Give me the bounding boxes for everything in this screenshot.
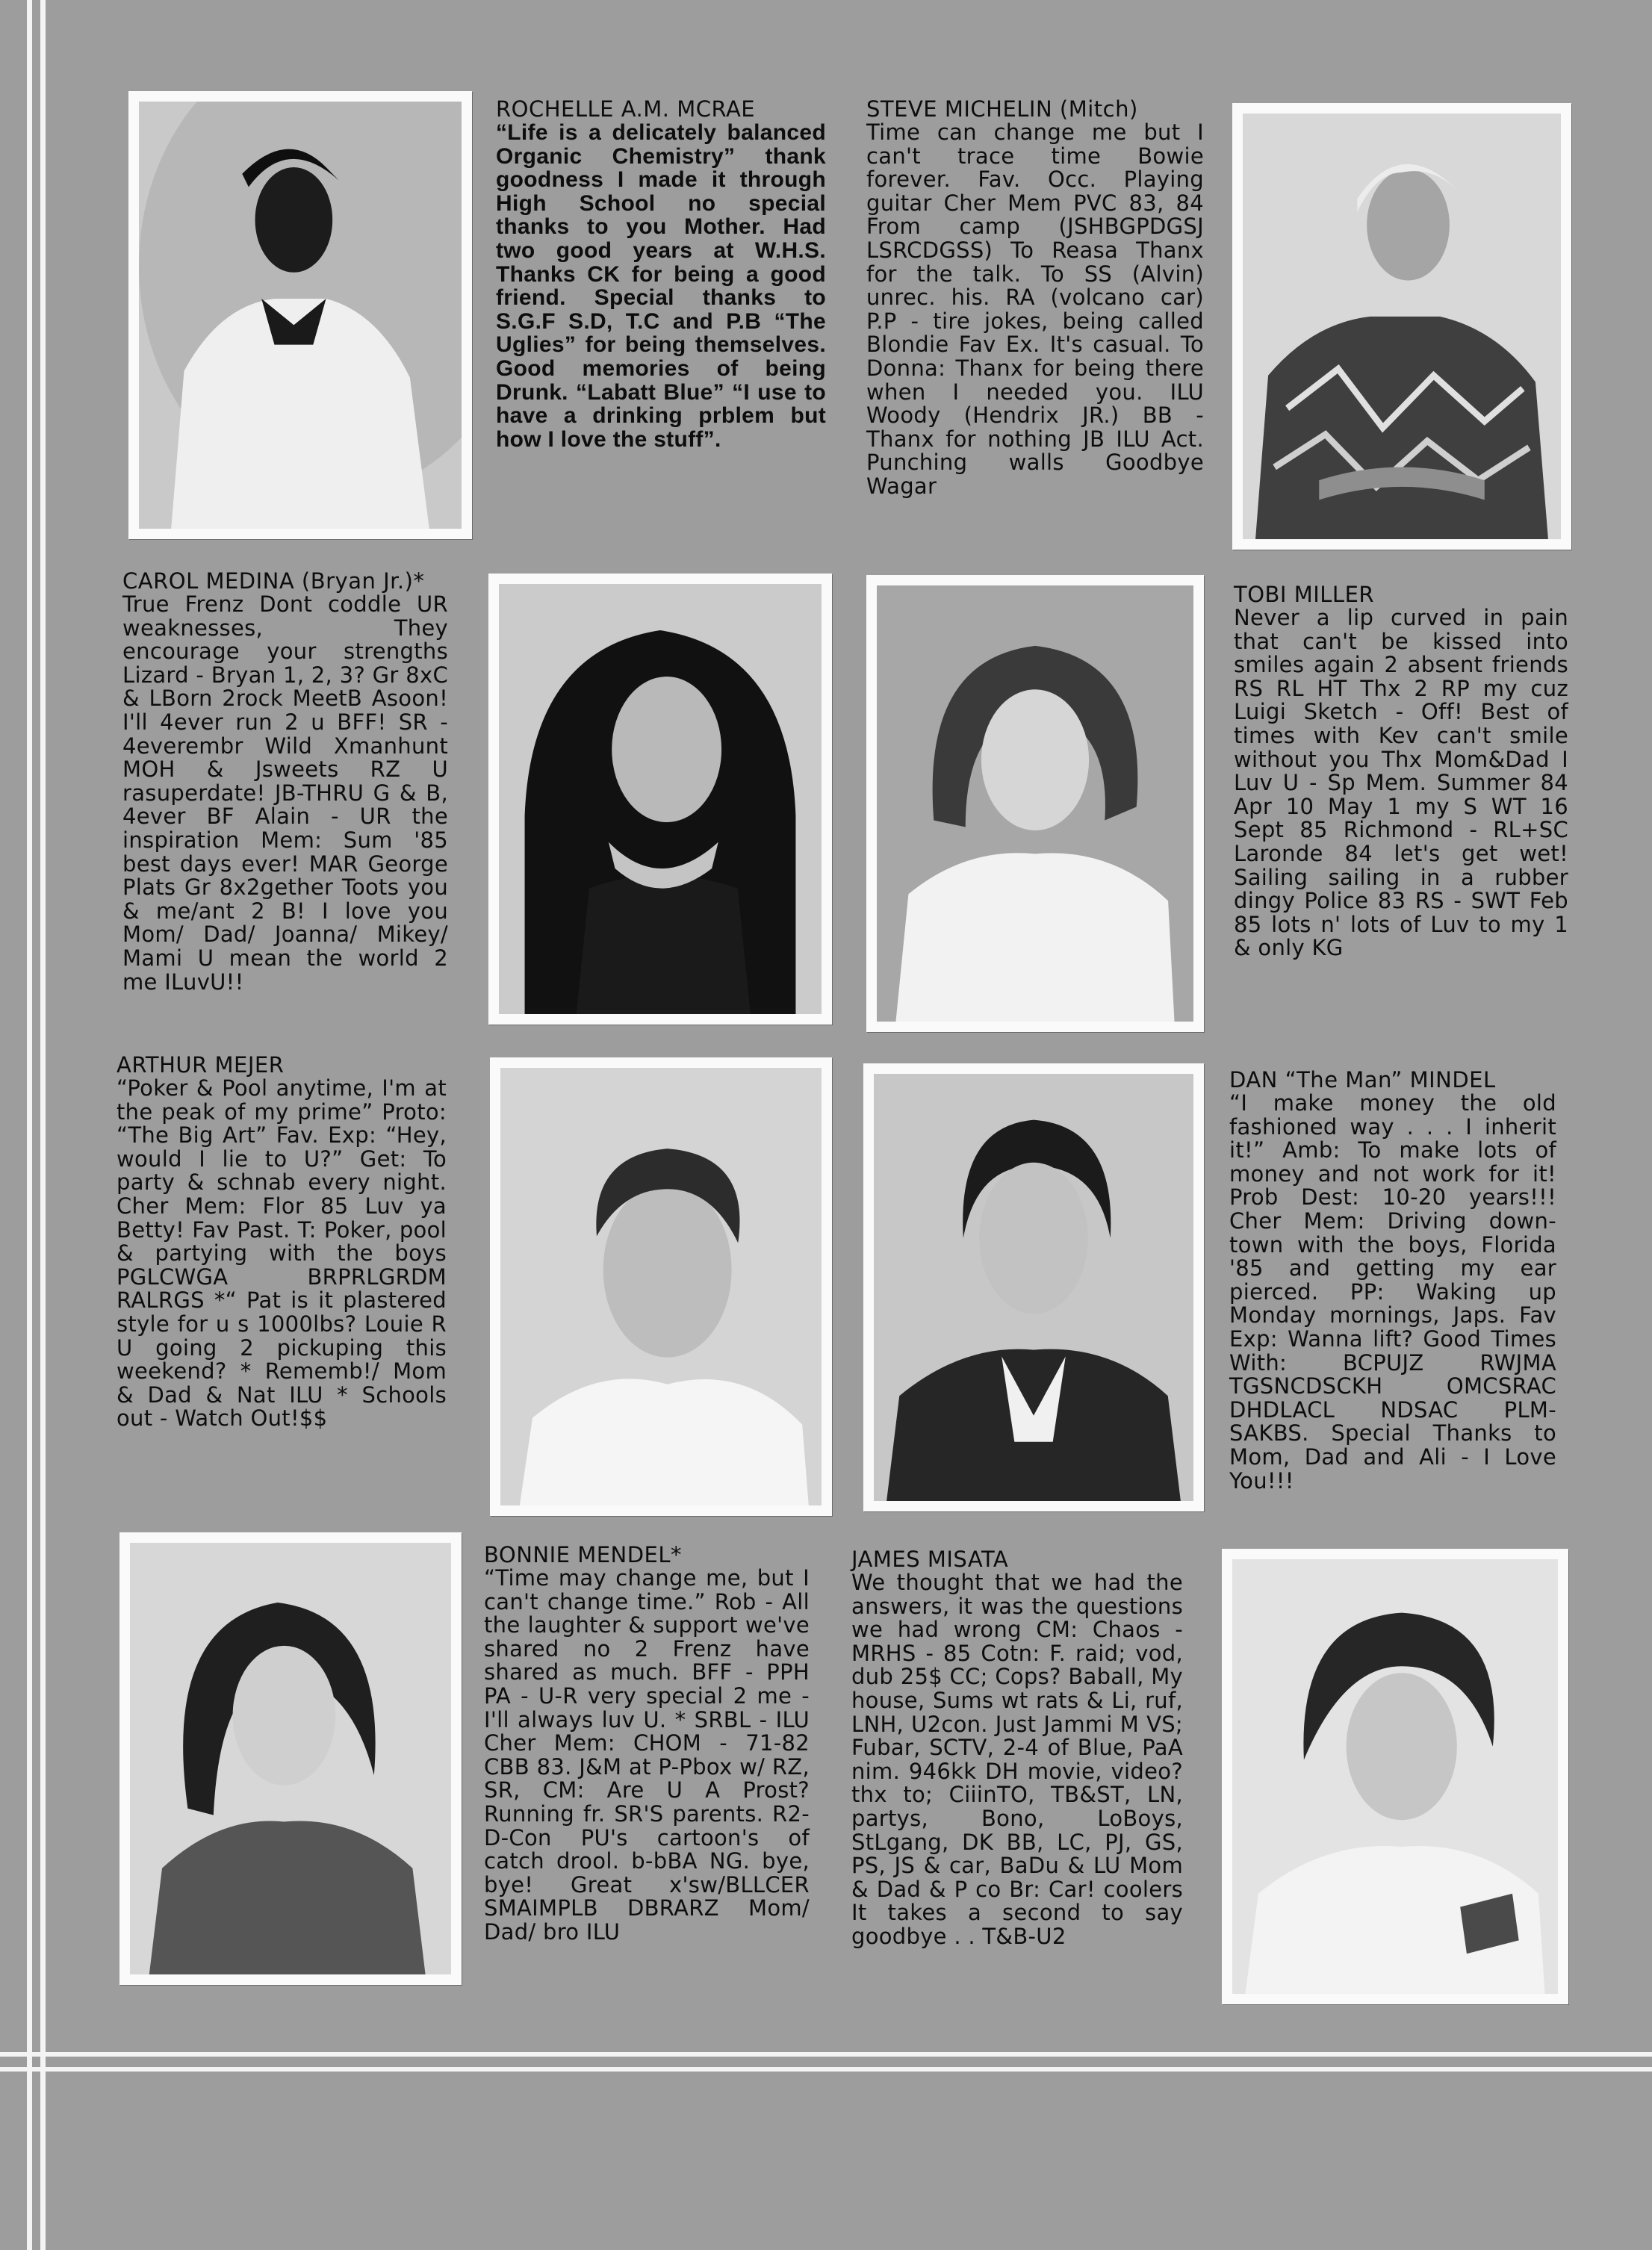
student-entry xyxy=(117,1053,447,1431)
student-name: ROCHELLE A.M. MCRAE xyxy=(496,96,756,122)
student-bio: True Frenz Dont coddle UR weaknesses, They encourage your strengths Lizard - Bryan 1, 2, 3? Gr 8xC & LBorn 2rock MeetB Asoon! I'll 4ever run 2 u BFF! SR - 4everembr Wild Xmanhunt MOH & Jsweets RZ U rasuperdate! JB-THRU G & B, 4ever BF Alain - UR the inspiration Mem: Sum '85 best days ever! MAR George Plats Gr 8x2gether Toots you & me/ant 2 B! I love you Mom/ Dad/ Joanna/ Mikey/ Mami U mean the world 2 me ILuvU!! xyxy=(122,591,448,995)
portrait-photo xyxy=(490,1057,832,1516)
student-entry xyxy=(484,1543,810,1945)
student-name: BONNIE MENDEL* xyxy=(484,1542,683,1567)
student-name: STEVE MICHELIN (Mitch) xyxy=(866,96,1138,122)
student-bio: Time can change me but I can't trace time Bowie forever. Fav. Occ. Playing guitar Cher Mem PVC 83, 84 From camp (JSHBGPDGSJ LSRCDGSS) To Reasa Thanx for the talk. To SS (Alvin) unrec. his. RA (volcano car) P.P - tire jokes, being called Blondie Fav Ex. It's casual. To Donna: Thanx for being there when I needed you. ILU Woody (Hendrix JR.) BB - Thanx for nothing JB ILU Act. Punching walls Goodbye Wagar xyxy=(866,119,1204,499)
student-entry xyxy=(122,569,448,994)
student-bio: We thought that we had the answers, it was the questions we had wrong CM: Chaos - MRHS - 85 Cotn: F. raid; vod, dub 25$ CC; Cops? Baball, My house, Sums wt rats & Li, ruf, LNH, U2con. Just Jammi M VS; Fubar, SCTV, 2-4 of Blue, PaA nim. 946kk DH movie, video? thx to; CiiinTO, TB&ST, LN, partys, Bono, LoBoys, StLgang, DK BB, LC, PJ, GS, PS, JS & car, BaDu & LU Mom & Dad & P co Br: Car! coolers It takes a second to say goodbye . . T&B-U2 xyxy=(851,1570,1183,1949)
portrait-photo xyxy=(119,1532,462,1985)
portrait-photo xyxy=(488,574,832,1025)
left-border-line xyxy=(40,0,46,2250)
student-name: JAMES MISATA xyxy=(851,1547,1009,1572)
student-name: CAROL MEDINA (Bryan Jr.)* xyxy=(122,568,425,594)
student-entry xyxy=(866,97,1204,499)
student-bio: “I make money the old fashioned way . . . I inherit it!” Amb: To make lots of money and not work for it! Prob Dest: 10-20 years!!! Cher Mem: Driving down-town with the boys, Florida '85 and getting my ear pierced. PP: Waking up Monday mornings, Japs. Fav Exp: Wanna lift? Good Times With: BCPUJZ RWJMA TGSNCDSCKH OMCSRAC DHDLACL NDSAC PLM-SAKBS. Special Thanks to Mom, Dad and Ali - I Love You!!! xyxy=(1229,1090,1556,1494)
student-entry xyxy=(1229,1068,1556,1493)
student-name: ARTHUR MEJER xyxy=(117,1052,285,1078)
student-entry xyxy=(1234,582,1568,960)
student-bio: “Life is a delicately balanced Organic Chemistry” thank goodness I made it through High School no special thanks to you Mother. Had two good years at W.H.S. Thanks CK for being a good friend. Special thanks to S.G.F S.D, T.C and P.B “The Uglies” for being themselves. Good memories of being Drunk. “Labatt Blue” “I use to have a drinking prblem but how I love the stuff”. xyxy=(496,120,826,452)
portrait-photo xyxy=(863,1063,1204,1511)
left-border-line xyxy=(27,0,32,2250)
student-bio: “Poker & Pool anytime, I'm at the peak of my prime” Proto: “The Big Art” Fav. Exp: “Hey, would I lie to U?” Get: To party & schnab every night. Cher Mem: Flor 85 Luv ya Betty! Fav Past. T: Poker, pool & partying with the boys PGLCWGA BRPRLGRDM RALRGS *“ Pat is it plastered style for u s 1000lbs? Louie R U going 2 pickuping this weekend? * Rememb!/ Mom & Dad & Nat ILU * Schools out - Watch Out!$$ xyxy=(117,1075,447,1432)
student-entry xyxy=(851,1547,1183,1949)
bottom-border-line xyxy=(0,2052,1652,2057)
portrait-photo xyxy=(1232,103,1571,550)
bottom-border-line xyxy=(0,2067,1652,2072)
portrait-photo xyxy=(128,91,472,539)
student-name: TOBI MILLER xyxy=(1234,582,1375,607)
student-entry xyxy=(496,97,826,451)
student-name: DAN “The Man” MINDEL xyxy=(1229,1067,1496,1093)
student-bio: Never a lip curved in pain that can't be kissed into smiles again 2 absent friends RS RL HT Thx 2 RP my cuz Luigi Sketch - Off! Best of times with Kev can't smile without you Thx Mom&Dad I Luv U - Sp Mem. Summer 84 Apr 10 May 1 my S WT 16 Sept 85 Richmond - RL+SC Laronde 84 let's get wet! Sailing sailing in a rubber dingy Police 83 RS - SWT Feb 85 lots n' lots of Luv to my 1 & only KG xyxy=(1234,605,1568,961)
portrait-photo xyxy=(866,575,1204,1032)
portrait-photo xyxy=(1222,1549,1568,2004)
student-bio: “Time may change me, but I can't change time.” Rob - All the laughter & support we've shared no 2 Frenz have shared as much. BFF - PPH PA - U-R very special 2 me - I'll always luv U. * SRBL - ILU Cher Mem: CHOM - 71-82 CBB 83. J&M at P-Pbox w/ RZ, SR, CM: Are U A Prost? Running fr. SR'S parents. R2-D-Con PU's cartoon's of catch drool. b-bBA NG. bye, bye! Great x'sw/BLLCER SMAIMPLB DBRARZ Mom/ Dad/ bro ILU xyxy=(484,1565,810,1945)
